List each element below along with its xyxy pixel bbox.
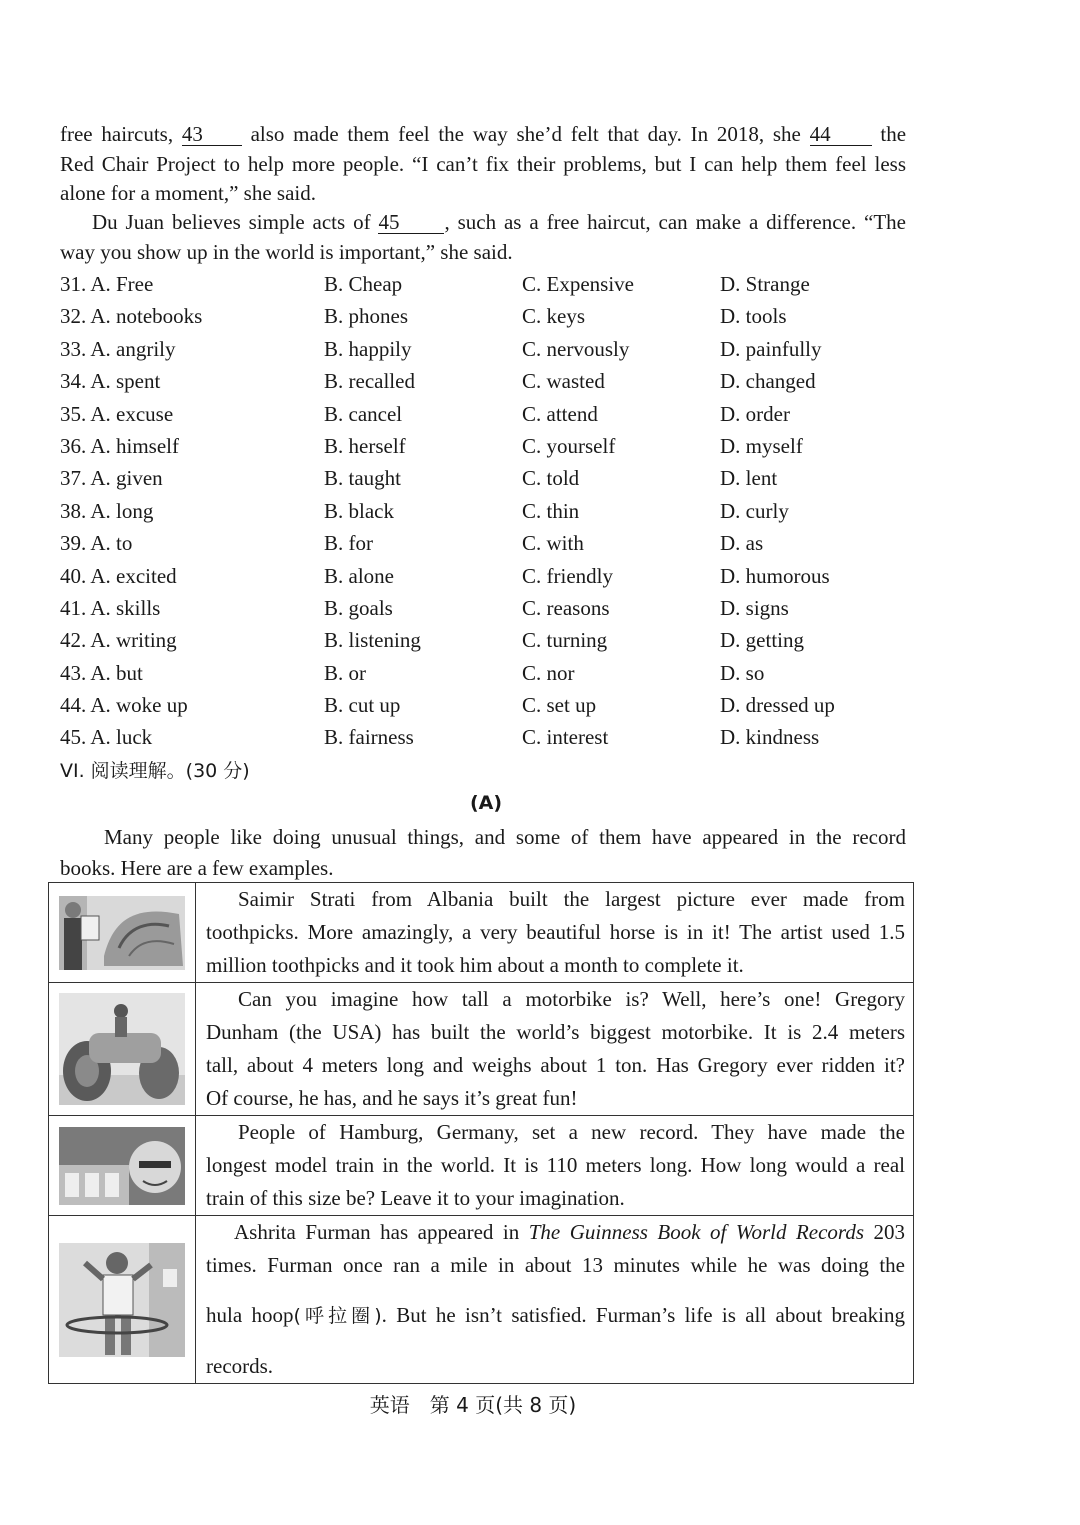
option-a: 37. A. given [60,466,163,491]
option-a: 35. A. excuse [60,401,174,426]
answer-blank-44: 44 [810,123,872,146]
option-a: 42. A. writing [60,628,177,653]
option-c: C. wasted [522,369,605,394]
option-c: C. attend [522,401,598,426]
option-d: D. as [720,531,764,556]
option-a: 45. A. luck [60,725,153,750]
record-line: hula hoop(呼拉圈). But he isn’t satisfied. Furman’s life is all about breaking [206,1303,906,1327]
record-row [49,883,914,983]
record-row [49,983,914,1116]
option-row [60,624,940,656]
option-d: D. painfully [720,336,822,361]
passage-paragraph-2 [60,208,906,267]
hula-hoop-runner-photo [59,1243,185,1357]
option-a: 34. A. spent [60,369,161,394]
book-title: The Guinness Book of World Records [528,1220,864,1244]
record-line: longest model train in the world. It is 110 meters long. How long would a real [206,1153,905,1177]
option-c: C. yourself [522,433,616,458]
option-a: 44. A. woke up [60,693,188,718]
chinese-gloss: (呼拉圈) [293,1305,382,1327]
reading-intro [60,822,906,884]
record-line: Of course, he has, and he says it’s great fun! [206,1086,578,1110]
passage-line: Red Chair Project to help more people. “I can’t fix their problems, but I can help them feel less [60,151,906,176]
option-c: C. thin [522,498,580,523]
records-table [48,882,914,1384]
record-line: toothpicks. More amazingly, a very beautiful horse is in it! The artist used 1.5 [206,920,905,944]
option-row [60,527,940,559]
option-d: D. Strange [720,272,810,296]
option-d: D. signs [720,595,789,620]
option-row [60,689,940,721]
option-a: 32. A. notebooks [60,304,203,329]
toothpick-horse-photo [59,896,185,970]
option-b: B. Cheap [324,272,403,296]
option-b: B. taught [324,466,401,491]
option-b: B. for [324,531,373,556]
record-text-cell [196,883,914,983]
option-row [60,430,940,462]
record-line: times. Furman once ran a mile in about 13 minutes while he was doing the [206,1253,905,1277]
option-row [60,268,940,300]
section-title: VI. 阅读理解。(30 分) [60,760,250,782]
intro-line: Many people like doing unusual things, and some of them have appeared in the record [104,825,906,849]
passage-line: alone for a moment,” she said. [60,181,316,205]
record-line: Ashrita Furman has appeared in The Guinness Book of World Records 203 [234,1220,905,1244]
record-photo-cell [49,1216,196,1384]
option-c: C. Expensive [522,272,634,296]
option-c: C. turning [522,628,608,653]
option-row [60,721,940,753]
passage-line: Du Juan believes simple acts of 45 , such as a free haircut, can make a difference. “The [92,210,906,234]
option-c: C. interest [522,725,609,750]
option-b: B. fairness [324,725,414,750]
option-b: B. cancel [324,401,403,426]
option-b: B. alone [324,563,394,588]
option-c: C. friendly [522,563,613,588]
record-line: Can you imagine how tall a motorbike is? Well, here’s one! Gregory [238,987,905,1011]
option-row [60,300,940,332]
option-c: C. reasons [522,595,610,620]
option-d: D. so [720,660,765,685]
option-c: C. nor [522,660,575,685]
option-b: B. black [324,498,394,523]
option-c: C. keys [522,304,585,329]
record-text-cell [196,1216,914,1384]
record-photo-cell [49,983,196,1116]
record-line: million toothpicks and it took him about a month to complete it. [206,953,744,977]
option-row [60,657,940,689]
option-a: 36. A. himself [60,433,179,458]
option-row [60,398,940,430]
option-a: 40. A. excited [60,563,177,588]
option-row [60,495,940,527]
option-c: C. told [522,466,580,491]
page-footer: 英语 第 4 页(共 8 页) [369,1393,577,1417]
giant-motorbike-photo [59,993,185,1105]
option-b: B. listening [324,628,421,653]
option-c: C. nervously [522,336,630,361]
option-d: D. myself [720,433,803,458]
option-a: 33. A. angrily [60,336,176,361]
option-d: D. getting [720,628,804,653]
record-text-cell [196,1116,914,1216]
option-b: B. phones [324,304,408,329]
option-row [60,592,940,624]
option-b: B. or [324,660,366,685]
record-line: tall, about 4 meters long and weighs about 1 ton. Has Gregory ever ridden it? [206,1053,905,1077]
passage-line: free haircuts, 43 also made them feel the way she’d felt that day. In 2018, she 44 the [60,122,907,146]
option-d: D. order [720,401,790,426]
record-photo-cell [49,1116,196,1216]
option-d: D. kindness [720,725,820,750]
option-a: 39. A. to [60,531,133,556]
option-a: 41. A. skills [60,595,161,620]
option-a: 43. A. but [60,660,143,685]
option-d: D. lent [720,466,778,491]
record-row [49,1116,914,1216]
answer-blank-43: 43 [182,123,242,146]
options-list [60,268,940,754]
option-row [60,462,940,494]
option-b: B. goals [324,595,393,620]
option-row [60,333,940,365]
record-line: Dunham (the USA) has built the world’s biggest motorbike. It is 2.4 meters [206,1020,905,1044]
record-photo-cell [49,883,196,983]
option-d: D. dressed up [720,693,835,718]
option-b: B. cut up [324,693,401,718]
passage-line: way you show up in the world is important,” she said. [60,239,513,264]
record-line: train of this size be? Leave it to your imagination. [206,1186,625,1210]
option-b: B. herself [324,433,406,458]
option-row [60,560,940,592]
option-d: D. humorous [720,563,830,588]
record-row [49,1216,914,1384]
option-d: D. changed [720,369,816,394]
option-a: 31. A. Free [60,272,154,296]
intro-line: books. Here are a few examples. [60,856,334,880]
option-b: B. recalled [324,369,415,394]
option-a: 38. A. long [60,498,154,523]
option-c: C. with [522,531,584,556]
model-train-photo [59,1127,185,1205]
record-text-cell [196,983,914,1116]
subsection-label: (A) [469,792,503,814]
record-line: People of Hamburg, Germany, set a new record. They have made the [238,1120,905,1144]
answer-blank-45: 45 [378,211,444,234]
record-line: records. [206,1354,274,1378]
option-b: B. happily [324,336,412,361]
option-d: D. tools [720,304,787,329]
option-d: D. curly [720,498,789,523]
option-row [60,365,940,397]
record-line: Saimir Strati from Albania built the largest picture ever made from [238,887,905,911]
passage-paragraph-1 [60,120,906,209]
option-c: C. set up [522,693,597,718]
